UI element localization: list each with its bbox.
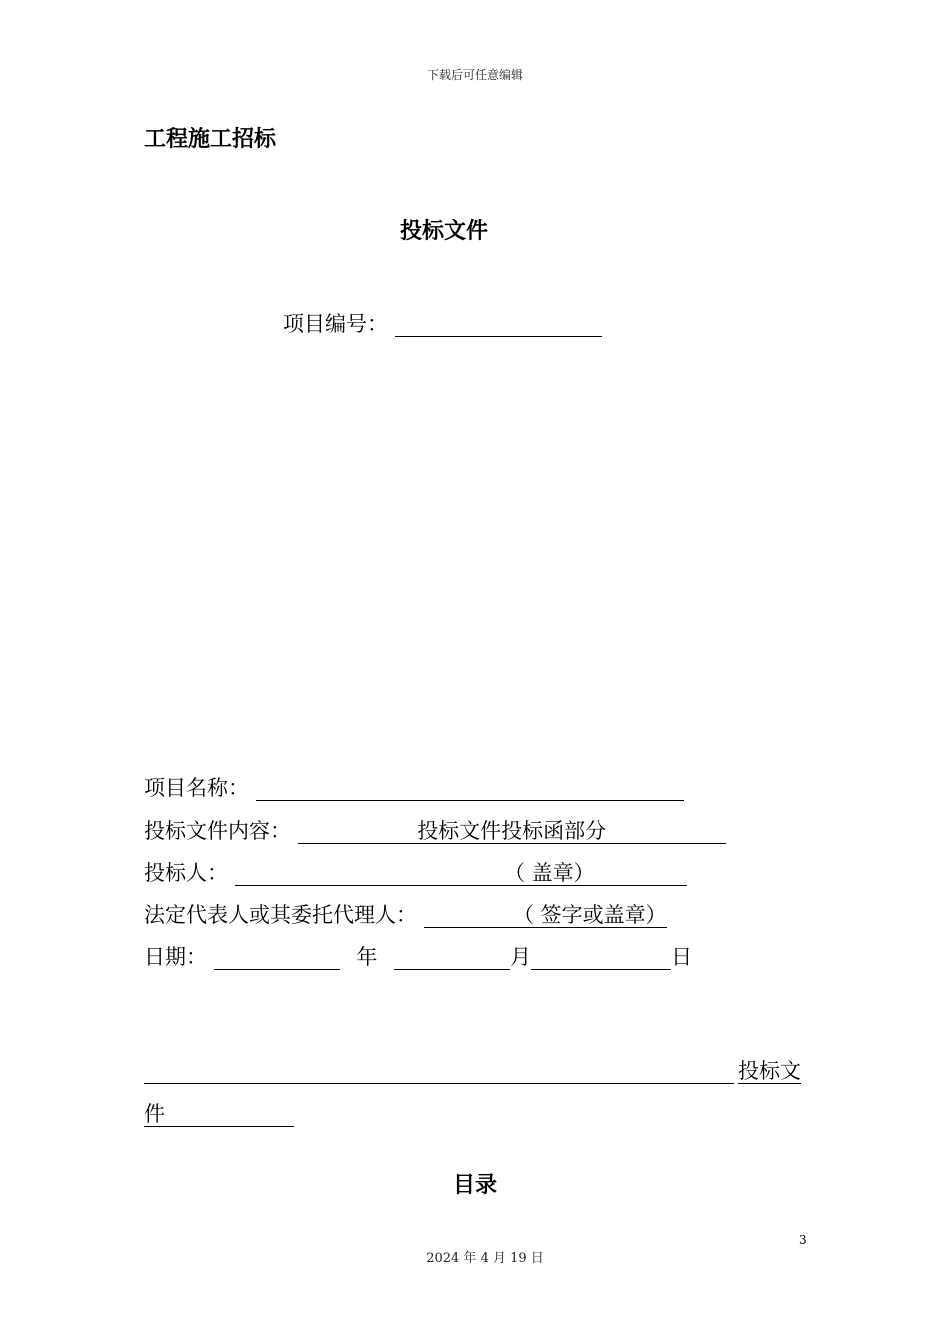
bidder-label: 投标人： xyxy=(144,861,228,885)
bidder-value xyxy=(235,861,687,886)
footer-block-tail: 投标文 xyxy=(738,1059,801,1083)
legal-rep-label: 法定代表人或其委托代理人： xyxy=(144,903,417,927)
date-day-blank xyxy=(531,945,671,970)
content-value: 投标文件投标函部分 xyxy=(298,819,726,844)
legal-rep-value: （ 签字或盖章） xyxy=(424,903,667,928)
content-row xyxy=(144,815,726,845)
footer-block-line1 xyxy=(144,1059,801,1084)
project-title: 工程施工招标 xyxy=(144,127,277,152)
date-month-blank xyxy=(394,945,510,970)
footer-date: 2024 年 4 月 19 日 xyxy=(426,1251,544,1266)
content-label: 投标文件内容： xyxy=(144,819,291,843)
page-number: 3 xyxy=(799,1233,807,1247)
toc-title: 目录 xyxy=(452,1173,497,1198)
footer-block-line2-text: 件 xyxy=(144,1102,294,1127)
project-name-row xyxy=(144,772,684,802)
bidder-row xyxy=(144,857,687,887)
date-year-blank xyxy=(214,945,340,970)
bidder-seal-note: （ 盖章） xyxy=(504,861,595,885)
project-name-blank xyxy=(256,776,684,801)
date-day-label: 日 xyxy=(671,945,693,969)
page-header-note: 下载后可任意编辑 xyxy=(426,68,523,82)
footer-block-blank xyxy=(144,1059,734,1084)
date-month-label: 月 xyxy=(510,945,532,969)
project-number-label: 项目编号： xyxy=(283,312,388,336)
footer-block-line2 xyxy=(144,1102,294,1127)
project-number-row xyxy=(283,308,602,338)
project-name-label: 项目名称： xyxy=(144,776,249,800)
date-year-label: 年 xyxy=(356,945,378,969)
document-title: 投标文件 xyxy=(399,219,488,244)
date-label: 日期： xyxy=(144,945,207,969)
legal-rep-row xyxy=(144,899,667,929)
date-row xyxy=(144,941,692,971)
project-number-blank xyxy=(395,312,602,337)
